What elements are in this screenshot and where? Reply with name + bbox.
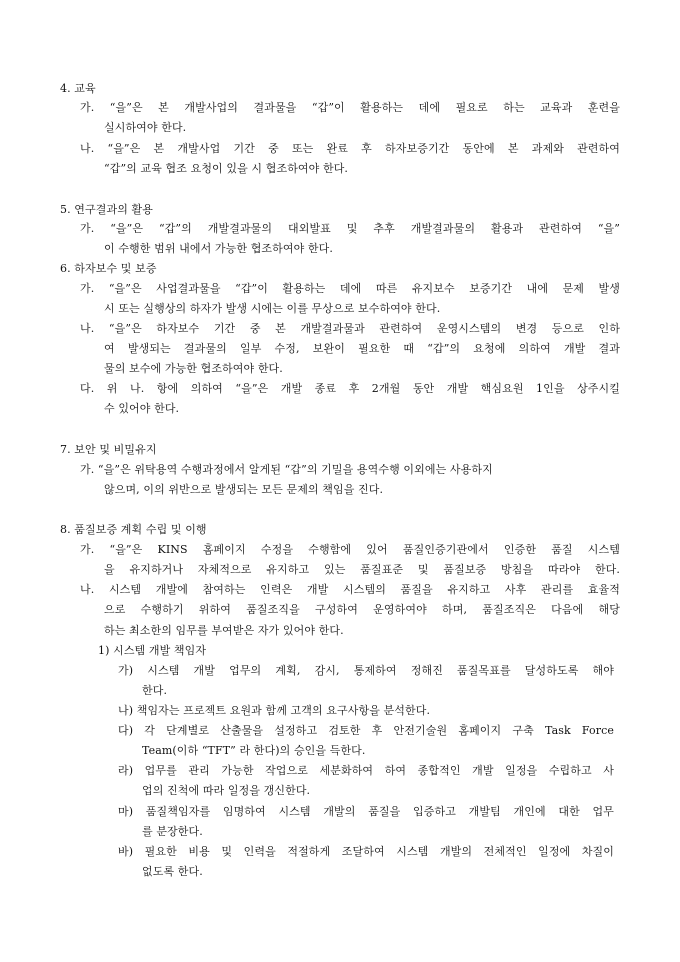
item-ra-line2: 업의 진척에 따라 일정을 갱신한다.	[142, 784, 311, 797]
clause-8-na-line3: 하는 최소한의 임무를 부여받은 자가 있어야 한다.	[104, 624, 344, 637]
clause-8-na-line1: 나. 시스템 개발에 참여하는 인력은 개발 시스템의 품질을 유지하고 사후 관리를 효율적	[80, 583, 620, 596]
clause-4-na-line2: “갑”의 교육 협조 요청이 있을 시 협조하여야 한다.	[104, 162, 349, 175]
clause-8-ga-line2: 을 유지하거나 자체적으로 유지하고 있는 품질표준 및 품질보증 방침을 따라야 한다.	[104, 563, 620, 576]
clause-6-na-line1: 나. “을”은 하자보수 기간 중 본 개발결과물과 관련하여 운영시스템의 변경 등으로 인하	[80, 322, 620, 335]
clause-8-na-line2: 으로 수행하기 위하여 품질조직을 구성하여 운영하여야 하며, 품질조직은 다음에 해당	[104, 603, 620, 616]
section-heading-security: 7. 보안 및 비밀유지	[60, 443, 157, 456]
section-heading-quality-assurance: 8. 품질보증 계획 수립 및 이행	[60, 523, 207, 536]
item-ga-line1: 가) 시스템 개발 업무의 계획, 감시, 통제하여 정해진 품질목표를 달성하도록 해야	[118, 664, 614, 677]
subsection-dev-manager: 1) 시스템 개발 책임자	[98, 644, 207, 657]
clause-6-ga-line2: 시 또는 실행상의 하자가 발생 시에는 이를 무상으로 보수하여야 한다.	[104, 302, 441, 315]
item-ma-line1: 마) 품질책임자를 임명하여 시스템 개발의 품질을 입증하고 개발팀 개인에 대한 업무	[118, 805, 614, 818]
clause-7-ga-line1: 가. “을”은 위탁용역 수행과정에서 알게된 “갑”의 기밀을 용역수행 이외에는 사용하지	[80, 463, 493, 476]
item-da-line1: 다) 각 단계별로 산출물을 설정하고 검토한 후 안전기술원 홈페이지 구축 Task Force	[118, 724, 614, 737]
clause-6-da-line2: 수 있어야 한다.	[104, 402, 180, 415]
clause-5-ga-line2: 이 수행한 범위 내에서 가능한 협조하여야 한다.	[104, 242, 333, 255]
item-da-line2: Team(이하 “TFT” 라 한다)의 승인을 득한다.	[142, 744, 366, 757]
clause-8-ga-line1: 가. “을”은 KINS 홈페이지 수정을 수행함에 있어 품질인증기관에서 인증한 품질 시스템	[80, 543, 620, 556]
clause-4-ga-line2: 실시하여야 한다.	[104, 121, 187, 134]
clause-6-ga-line1: 가. “을”은 사업결과물을 “갑”이 활용하는 데에 따른 유지보수 보증기간 내에 문제 발생	[80, 282, 620, 295]
clause-4-na-line1: 나. “을”은 본 개발사업 기간 중 또는 완료 후 하자보증기간 동안에 본 과제와 관련하여	[80, 142, 620, 155]
clause-6-na-line2: 여 발생되는 결과물의 일부 수정, 보완이 필요한 때 “갑”의 요청에 의하여 개발 결과	[104, 342, 620, 355]
item-na: 나) 책임자는 프로젝트 요원과 함께 고객의 요구사항을 분석한다.	[118, 704, 431, 717]
section-heading-education: 4. 교육	[60, 82, 96, 95]
section-heading-warranty: 6. 하자보수 및 보증	[60, 262, 157, 275]
item-ba-line1: 바) 필요한 비용 및 인력을 적절하게 조달하여 시스템 개발의 전체적인 일정에 차질이	[118, 845, 614, 858]
clause-6-na-line3: 물의 보수에 가능한 협조하여야 한다.	[104, 362, 283, 375]
section-heading-research-results: 5. 연구결과의 활용	[60, 203, 153, 216]
clause-6-da-line1: 다. 위 나. 항에 의하여 “을”은 개발 종료 후 2개월 동안 개발 핵심요원 1인을 상주시킬	[80, 382, 620, 395]
item-ga-line2: 한다.	[142, 684, 168, 697]
clause-7-ga-line2: 않으며, 이의 위반으로 발생되는 모든 문제의 책임을 진다.	[104, 483, 384, 496]
item-ma-line2: 를 분장한다.	[142, 825, 203, 838]
item-ra-line1: 라) 업무를 관리 가능한 작업으로 세분화하여 하여 종합적인 개발 일정을 수립하고 사	[118, 764, 614, 777]
clause-4-ga-line1: 가. “을”은 본 개발사업의 결과물을 “갑”이 활용하는 데에 필요로 하는 교육과 훈련을	[80, 101, 620, 114]
item-ba-line2: 없도록 한다.	[142, 865, 203, 878]
clause-5-ga-line1: 가. “을”은 “갑”의 개발결과물의 대외발표 및 추후 개발결과물의 활용과 관련하여 “을”	[80, 222, 620, 235]
